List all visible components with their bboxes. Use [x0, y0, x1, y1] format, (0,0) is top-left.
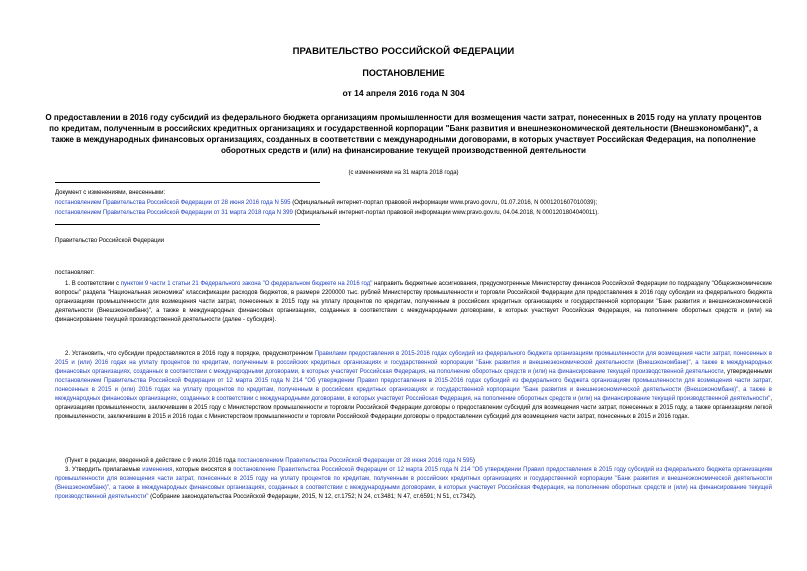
p2-text-a: 2. Установить, что субсидии предоставляются в 2016 году в порядке, предусмотренном — [65, 351, 315, 357]
amendments-intro: Документ с изменениями, внесенными: — [55, 190, 166, 196]
amendment-source: (Официальный интернет-портал правовой информации www.pravo.gov.ru, 01.07.2016, N 0001201607010039); — [290, 200, 598, 206]
note-link-595[interactable]: постановлением Правительства Российской Федерации от 28 июня 2016 года N 595 — [237, 458, 473, 464]
edit-note — [55, 457, 772, 466]
government-heading: ПРАВИТЕЛЬСТВО РОССИЙСКОЙ ФЕДЕРАЦИИ — [292, 46, 515, 57]
document-type: ПОСТАНОВЛЕНИЕ — [362, 68, 445, 78]
paragraph-1 — [55, 280, 772, 325]
document-date-number: от 14 апреля 2016 года N 304 — [342, 88, 465, 98]
p3-decree-link[interactable]: постановление Правительства Российской Федерации от 12 марта 2015 года N 214 "Об утверждении Правил предоставления в 2015 году субсидий из федерального бюджета организациям промышленности для возмещения части затрат, понесенных в 2015 году на уплату процентов по кредитам, полученным в российских кредитных организациях и государственной корпорации "Банк развития и внешнеэкономической деятельности (Внешэкономбанк)", а также в международных финансовых организациях, созданных в соответствии с международными договорами, в которых участвует Российская Федерация, на пополнение оборотных средств и (или) на финансирование текущей производственной деятельности" — [55, 467, 773, 500]
divider-bottom — [55, 224, 320, 225]
amendment-link-399[interactable]: постановлением Правительства Российской Федерации от 31 марта 2018 года N 399 — [55, 210, 293, 216]
p2-text-c: , организациям промышленности, заключившим в 2015 году с Министерством промышленности и торговли Российской Федерации договоры о предоставлении субсидий для возмещения части затрат, понесенных в 2015 году, а также организациям легкой промышленности, заключившим в 2015 и 2016 годах с Министерством промышленности и торговли Российской Федерации договоры о предоставлении субсидий для возмещения части затрат, понесенных в 2015 и 2016 годах. — [55, 396, 772, 420]
p3-text-c: (Собрание законодательства Российской Федерации, 2015, N 12, ст.1752; N 24, ст.3481; N 47, ст.6591; N 51, ст.7342). — [148, 494, 477, 500]
p2-rules-link[interactable]: Правилами предоставления в 2015-2016 годах субсидий из федерального бюджета организациям промышленности для возмещения части затрат, понесенных в 2015 и (или) 2016 годах на уплату процентов по кредитам, полученным в российских кредитных организациях и государственной корпорации "Банк развития и внешнеэкономической деятельности (Внешэкономбанк)", а также в международных финансовых организациях, созданных в соответствии с международными договорами, в которых участвует Российская Федерация, на пополнение оборотных средств и (или) на финансирование текущей производственной деятельности — [55, 351, 773, 375]
as-amended-note: (с изменениями на 31 марта 2018 года) — [348, 170, 459, 176]
document-title: О предоставлении в 2016 году субсидий из федерального бюджета организациям промышленности для возмещения части затрат, понесенных в 2015 году на уплату процентов по кредитам, полученным в российских кредитных организациях и государственной корпорации "Банк развития и внешнеэкономической деятельности (Внешэкономбанк)", а также в международных финансовых организациях, созданных в соответствии с международными договорами, в которых участвует Российская Федерация, на пополнение оборотных средств и (или) на финансирование текущей производственной деятельности — [45, 113, 762, 155]
amendment-link-595[interactable]: постановлением Правительства Российской Федерации от 28 июня 2016 года N 595 — [55, 200, 291, 206]
p1-law-link[interactable]: пунктом 9 части 1 статьи 21 Федерального закона "О федеральном бюджете на 2016 год" — [120, 281, 373, 287]
p2-decree-link[interactable]: постановлением Правительства Российской Федерации от 12 марта 2015 года N 214 "Об утверждении Правил предоставления в 2015-2016 годах субсидий из федерального бюджета организациям промышленности для возмещения части затрат, понесенных в 2015 и (или) 2016 годах на уплату процентов по кредитам, полученным в российских кредитных организациях и государственной корпорации "Банк развития и внешнеэкономической деятельности (Внешэкономбанк)", а также в международных финансовых организациях, созданных в соответствии с международными договорами, в которых участвует Российская Федерация, на пополнение оборотных средств и (или) на финансирование текущей производственной деятельности" — [55, 378, 772, 402]
amendment-item — [55, 198, 775, 208]
note-text-a: (Пункт в редакции, введенной в действие с 9 июля 2016 года — [65, 458, 238, 464]
paragraph-2 — [55, 350, 772, 422]
amendment-source: (Официальный интернет-портал правовой информации www.pravo.gov.ru, 04.04.2018, N 0001201804040011). — [292, 210, 599, 216]
amendments-block — [55, 188, 775, 218]
p1-text-a: 1. В соответствии с — [65, 281, 121, 287]
note-text-b: ) — [472, 458, 475, 464]
p3-text-b: , которые вносятся в — [172, 467, 234, 473]
divider-top — [55, 182, 320, 183]
p2-text-b: , утвержденными — [723, 369, 772, 375]
p1-text-b: направить бюджетные ассигнования, предусмотренные Министерству финансов Российской Федерации по подразделу "Общеэкономические вопросы" раздела "Национальная экономика" классификации расходов бюджетов, в размере 2200000 тыс. рублей Министерству промышленности и торговли Российской Федерации для предоставления в 2016 году субсидии из федерального бюджета организациям промышленности для возмещения части затрат, понесенных в 2015 году на уплату процентов по кредитам, полученным в российских кредитных организациях и государственной корпорации "Банк развития и внешнеэкономической деятельности (Внешэкономбанк)", а также в международных финансовых организациях, созданных в соответствии с международными договорами, в которых участвует Российская Федерация, на пополнение оборотных средств и (или) на финансирование текущей производственной деятельности (далее - субсидия). — [55, 281, 773, 323]
p3-text-a: 3. Утвердить прилагаемые — [65, 467, 143, 473]
issuer: Правительство Российской Федерации — [55, 238, 165, 244]
paragraph-3 — [55, 466, 772, 502]
amendment-item — [55, 208, 775, 218]
resolves-label: постановляет: — [55, 270, 95, 276]
p3-changes-link[interactable]: изменения — [142, 467, 173, 473]
